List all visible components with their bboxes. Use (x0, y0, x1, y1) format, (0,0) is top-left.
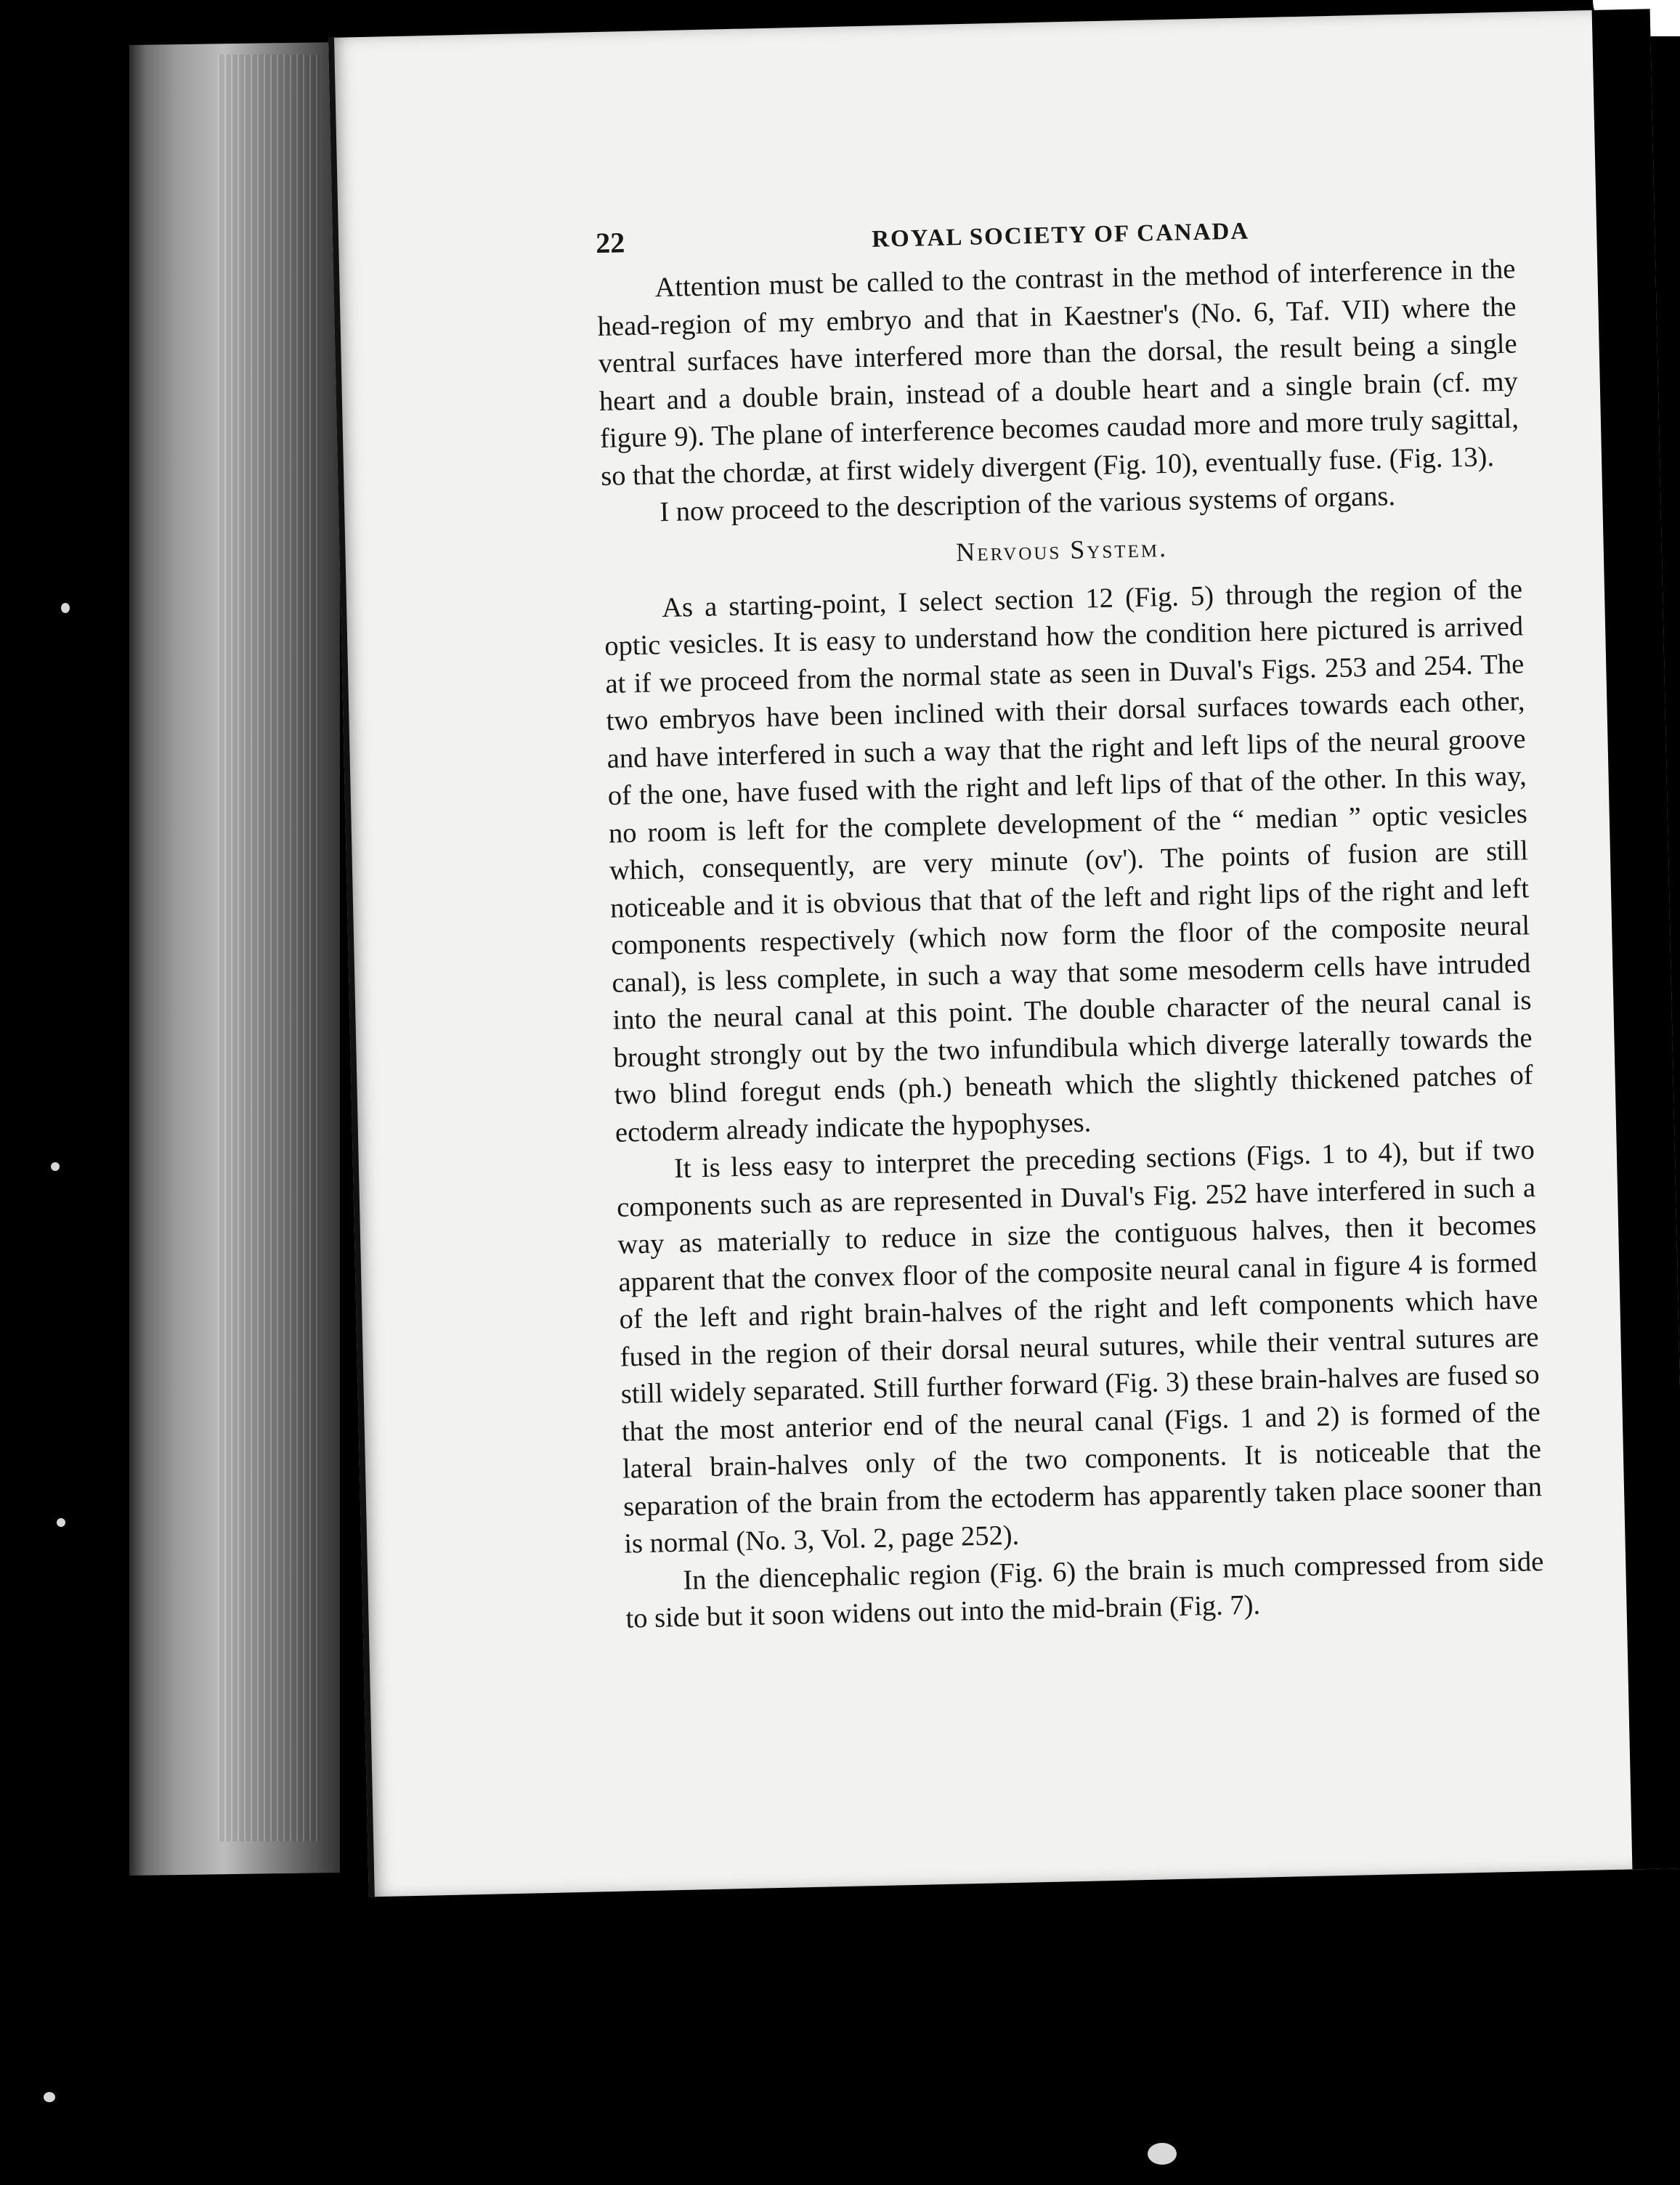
paragraph: In the diencephalic region (Fig. 6) the brain is much compressed from side to side but it soon widens out into the mid-brain (Fig. 7). (625, 1546, 1544, 1634)
dust-speck (44, 2092, 55, 2102)
dust-speck (51, 1162, 60, 1171)
book-page-edge-lines (218, 54, 320, 1841)
book-page (328, 9, 1680, 1897)
paragraph: It is less easy to interpret the preceding sections (Figs. 1 to 4), but if two components such as are represented in Duval's Fig. 252 have interfered in such a way as materially to reduce in size the contiguous halves, then it becomes apparent that the convex floor of the composite neural canal in figure 4 is formed of the left and right brain-halves of the right and left components which have fused in the region of their dorsal neural sutures, while their ventral sutures are still widely separated. Still further forward (Fig. 3) these brain-halves are fused so that the most anterior end of the neural canal (Figs. 1 and 2) is formed of the lateral brain-halves only of the two components. It is noticeable that the separation of the brain from the ectoderm has apparently taken place sooner than is normal (No. 3, Vol. 2, page 252). (616, 1135, 1543, 1560)
page-text (596, 204, 1545, 1638)
dust-speck (57, 1518, 65, 1527)
journal-title: ROYAL SOCIETY OF CANADA (871, 218, 1250, 253)
dust-speck (61, 603, 70, 613)
section-heading: Nervous System. (955, 532, 1169, 567)
paragraph: As a starting-point, I select section 12 (Fig. 5) through the region of the optic vesicles. It is easy to understand how the condition here pictured is arrived at if we proceed from the normal state as seen in Duval's Figs. 253 and 254. The two embryos have been inclined with their dorsal surfaces towards each other, and have interfered in such a way that the right and left lips of the neural groove of the one, have fused with the right and left lips of that of the other. In this way, no room is left for the complete development of the “ median ” optic vesicles which, consequently, are very minute (ov'). The points of fusion are still noticeable and it is obvious that that of the left and right lips of the right and left components respectively (which now form the floor of the composite neural canal), is less complete, in such a way that some mesoderm cells have intruded into the neural canal at this point. The double character of the neural canal is brought strongly out by the two infundibula which diverge laterally towards the two blind foregut ends (ph.) beneath which the slightly thickened patches of ectoderm already indicate the hypophyses. (604, 573, 1534, 1148)
paragraph: Attention must be called to the contrast in the method of interference in the head-region of my embryo and that in Kaestner's (No. 6, Taf. VII) where the ventral surfaces have interfered more than the dorsal, the result being a single heart and a double brain, instead of a double heart and a single brain (cf. my figure 9). The plane of interference becomes caudad more and more truly sagittal, so that the chordæ, at first widely divergent (Fig. 10), eventually fuse. (Fig. 13). (597, 254, 1519, 492)
scan-border (1592, 9, 1680, 1869)
dust-speck (1148, 2143, 1177, 2165)
paragraph: I now proceed to the description of the various systems of organs. (659, 481, 1396, 528)
page-number: 22 (595, 226, 625, 260)
